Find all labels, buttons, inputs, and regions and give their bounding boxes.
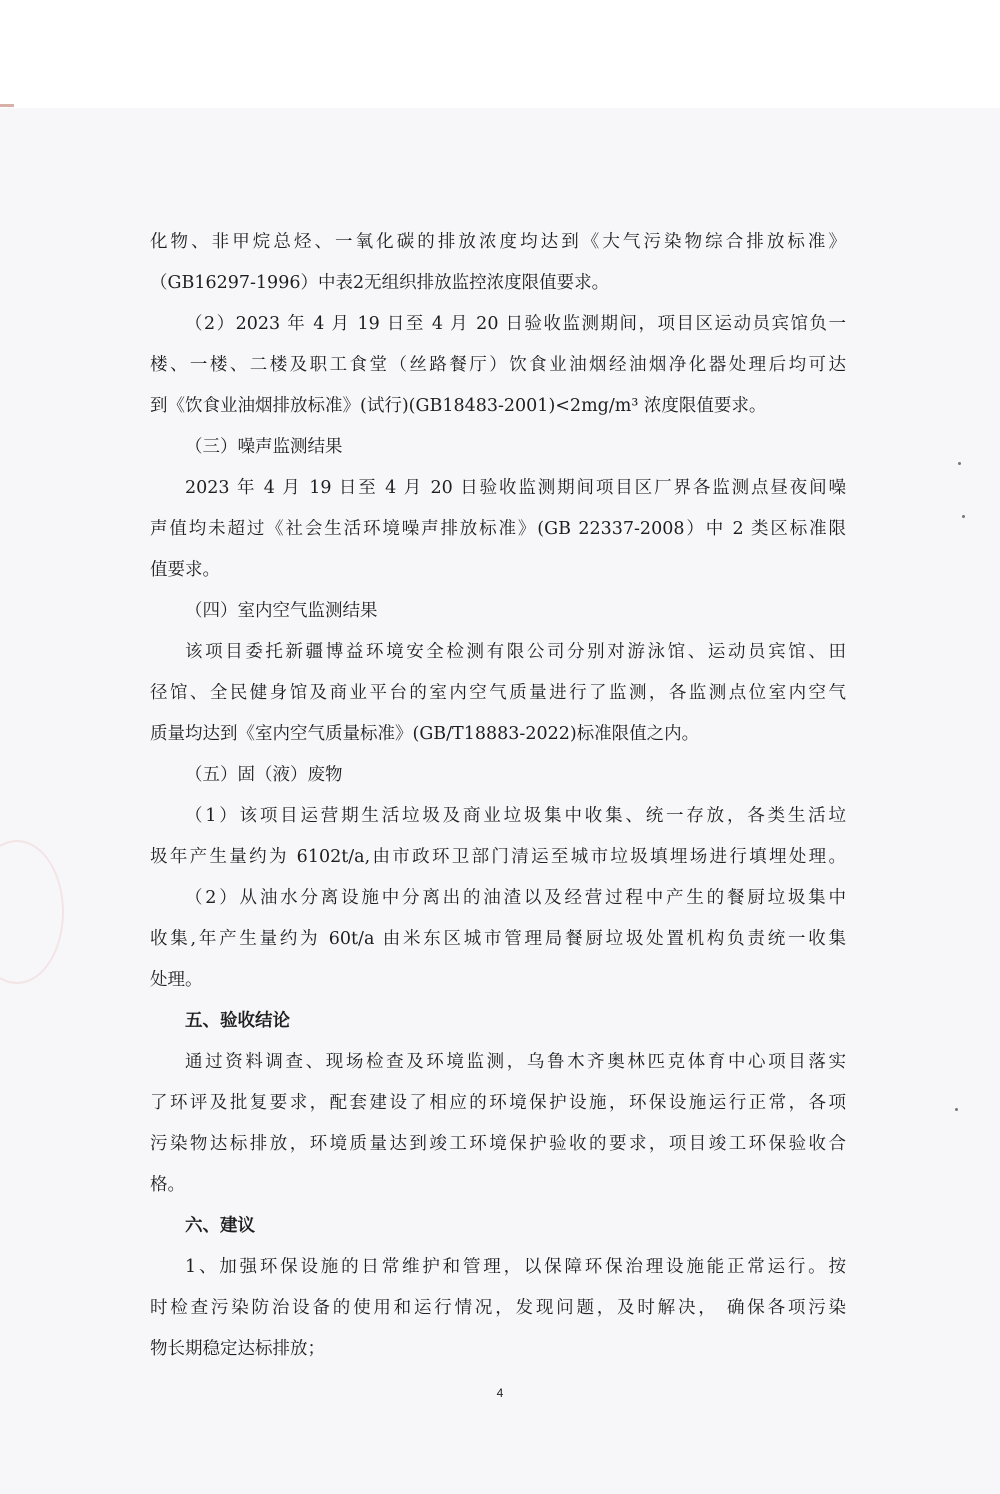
text-line: 圾年产生量约为 6102t/a,由市政环卫部门清运至城市垃圾填埋场进行填埋处理。 <box>150 847 846 867</box>
text-line: （2）从油水分离设施中分离出的油渣以及经营过程中产生的餐厨垃圾集中 <box>185 888 846 908</box>
text-line: 该项目委托新疆博益环境安全检测有限公司分别对游泳馆、运动员宾馆、田 <box>185 642 846 662</box>
scan-edge-mark <box>0 104 14 107</box>
scan-speck <box>958 462 961 465</box>
text-line: 了环评及批复要求，配套建设了相应的环境保护设施，环保设施运行正常，各项 <box>150 1093 846 1113</box>
section-heading: 六、建议 <box>185 1216 255 1236</box>
text-line: 质量均达到《室内空气质量标准》(GB/T18883-2022)标准限值之内。 <box>150 724 700 744</box>
text-line: 1、加强环保设施的日常维护和管理，以保障环保治理设施能正常运行。按 <box>185 1257 846 1277</box>
text-line: 2023 年 4 月 19 日至 4 月 20 日验收监测期间项目区厂界各监测点昼夜间噪 <box>185 478 846 498</box>
text-line: （2）2023 年 4 月 19 日至 4 月 20 日验收监测期间，项目区运动员宾馆负一 <box>185 314 846 334</box>
text-line: 声值均未超过《社会生活环境噪声排放标准》(GB 22337-2008）中 2 类区标准限 <box>150 519 846 539</box>
text-line: 物长期稳定达标排放； <box>150 1339 325 1359</box>
text-line: 到《饮食业油烟排放标准》(试行)(GB18483-2001)<2mg/m³ 浓度限值要求。 <box>150 396 767 416</box>
text-line: 格。 <box>150 1175 185 1195</box>
scan-speck <box>955 1108 958 1111</box>
text-line: 通过资料调查、现场检查及环境监测，乌鲁木齐奥林匹克体育中心项目落实 <box>185 1052 846 1072</box>
section-heading: （三）噪声监测结果 <box>185 437 343 457</box>
page-number: 4 <box>496 1386 504 1400</box>
section-heading: （四）室内空气监测结果 <box>185 601 378 621</box>
text-line: 径馆、全民健身馆及商业平台的室内空气质量进行了监测，各监测点位室内空气 <box>150 683 846 703</box>
text-line: 污染物达标排放，环境质量达到竣工环境保护验收的要求，项目竣工环保验收合 <box>150 1134 846 1154</box>
text-line: 值要求。 <box>150 560 220 580</box>
text-line: 时检查污染防治设备的使用和运行情况，发现问题，及时解决， 确保各项污染 <box>150 1298 846 1318</box>
section-heading: （五）固（液）废物 <box>185 765 343 785</box>
scan-speck <box>962 515 965 518</box>
document-body <box>150 222 846 1370</box>
text-line: （GB16297-1996）中表2无组织排放监控浓度限值要求。 <box>150 273 610 293</box>
text-line: 化物、非甲烷总烃、一氧化碳的排放浓度均达到《大气污染物综合排放标准》 <box>150 232 846 252</box>
text-line: 收集,年产生量约为 60t/a 由米东区城市管理局餐厨垃圾处置机构负责统一收集 <box>150 929 846 949</box>
text-line: 楼、一楼、二楼及职工食堂（丝路餐厅）饮食业油烟经油烟净化器处理后均可达 <box>150 355 846 375</box>
text-line: （1）该项目运营期生活垃圾及商业垃圾集中收集、统一存放，各类生活垃 <box>185 806 846 826</box>
text-line: 处理。 <box>150 970 203 990</box>
section-heading: 五、验收结论 <box>185 1011 290 1031</box>
